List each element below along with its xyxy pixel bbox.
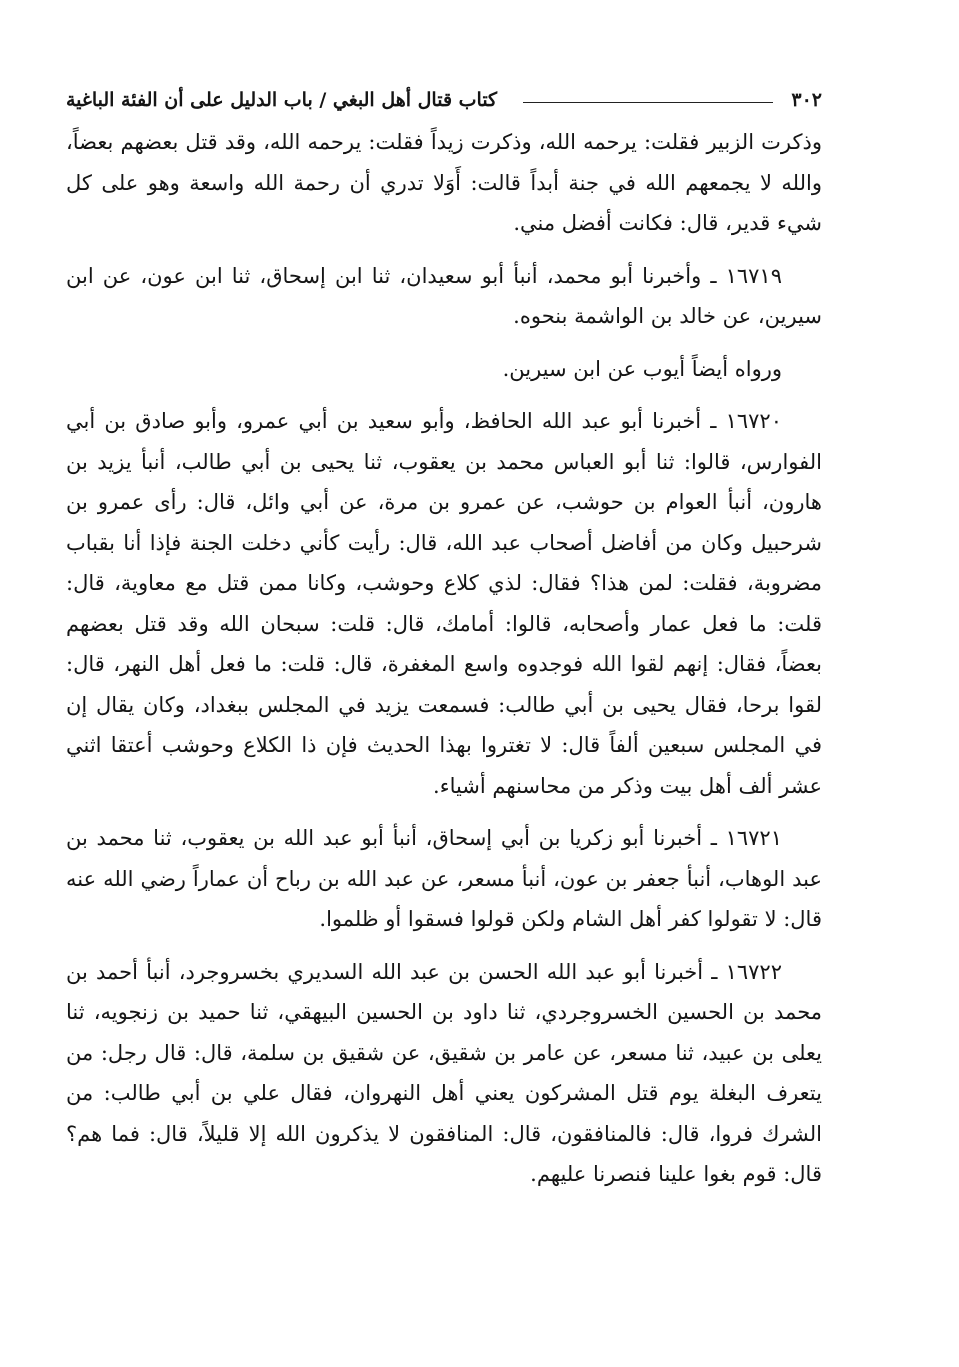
hadith-paragraph: ١٦٧٢٠ ـ أخبرنا أبو عبد الله الحافظ، وأبو سعيد بن أبي عمرو، وأبو صادق بن أبي الفوارس، قالوا: ثنا أبو العباس محمد بن يعقوب، ثنا يحيى بن أبي طالب، أنبأ يزيد بن هارون، أنبأ العوام بن حوشب، عن عمرو بن مرة، عن أبي وائل، قال: رأى عمرو بن شرحبيل وكان من أفاضل أصحاب عبد الله، قال: رأيت كأني دخلت الجنة فإذا أنا بقباب مضروبة، فقلت: لمن هذا؟ فقال: لذي كلاع وحوشب، وكانا ممن قتل مع معاوية، قال: قلت: ما فعل عمار وأصحابه، قالوا: أمامك، قال: قلت: سبحان الله وقد قتل بعضهم بعضاً، فقال: إنهم لقوا الله فوجدوه واسع المغفرة، قال: قلت: ما فعل أهل النهر، قال: لقوا برحا، فقال يحيى بن أبي طالب: فسمعت يزيد في المجلس ببغداد، وكان يقال إن في المجلس سبعين ألفاً قال: لا تغتروا بهذا الحديث فإن ذا الكلاع وحوشب أعتقا اثني عشر ألف أهل بيت وذكر من محاسنهم أشياء.	[66, 409, 822, 798]
running-header	[66, 78, 822, 122]
page-number: ٣٠٢	[791, 89, 822, 111]
paragraph-continuation: وذكرت الزبير فقلت: يرحمه الله، وذكرت زيداً فقلت: يرحمه الله، وقد قتل بعضهم بعضاً، والله لا يجمعهم الله في جنة أبداً قالت: أَوَلا تدري أن رحمة الله واسعة وهو على كل شيء قدير، قال: فكانت أفضل مني.	[66, 130, 822, 235]
hadith-paragraph: ١٦٧١٩ ـ وأخبرنا أبو محمد، أنبأ أبو سعيدان، ثنا ابن إسحاق، ثنا ابن عون، عن ابن سيرين، عن خالد بن الواشمة بنحوه.	[66, 263, 822, 328]
hadith-note: ورواه أيضاً أيوب عن ابن سيرين.	[502, 356, 782, 381]
body-text	[66, 122, 822, 1195]
hadith-paragraph: ١٦٧٢١ ـ أخبرنا أبو زكريا بن أبي إسحاق، أنبأ أبو عبد الله بن يعقوب، ثنا محمد بن عبد الوهاب، أنبأ جعفر بن عون، أنبأ مسعر، عن عبد الله بن رباح أن عماراً رضي الله عنه قال: لا تقولوا كفر أهل الشام ولكن قولوا فسقوا أو ظلموا.	[66, 826, 822, 931]
chapter-title: كتاب قتال أهل البغي / باب الدليل على أن الفئة الباغية	[66, 89, 498, 111]
book-page	[66, 78, 822, 1207]
hadith-paragraph: ١٦٧٢٢ ـ أخبرنا أبو عبد الله الحسن بن عبد الله السديري بخسروجرد، أنبأ أحمد بن محمد بن الحسين الخسروجردي، ثنا داود بن الحسين البيهقي، ثنا حميد بن زنجويه، ثنا يعلى بن عبيد، ثنا مسعر، عن عامر بن شقيق، عن شقيق بن سلمة، قال: قال رجل: من يتعرف البغلة يوم قتل المشركون يعني أهل النهروان، فقال علي بن أبي طالب: من الشرك فروا، قال: فالمنافقون، قال: المنافقون لا يذكرون الله إلا قليلاً، قال: فما هم؟ قال: قوم بغوا علينا فنصرنا عليهم.	[66, 959, 822, 1186]
header-rule	[523, 102, 773, 103]
